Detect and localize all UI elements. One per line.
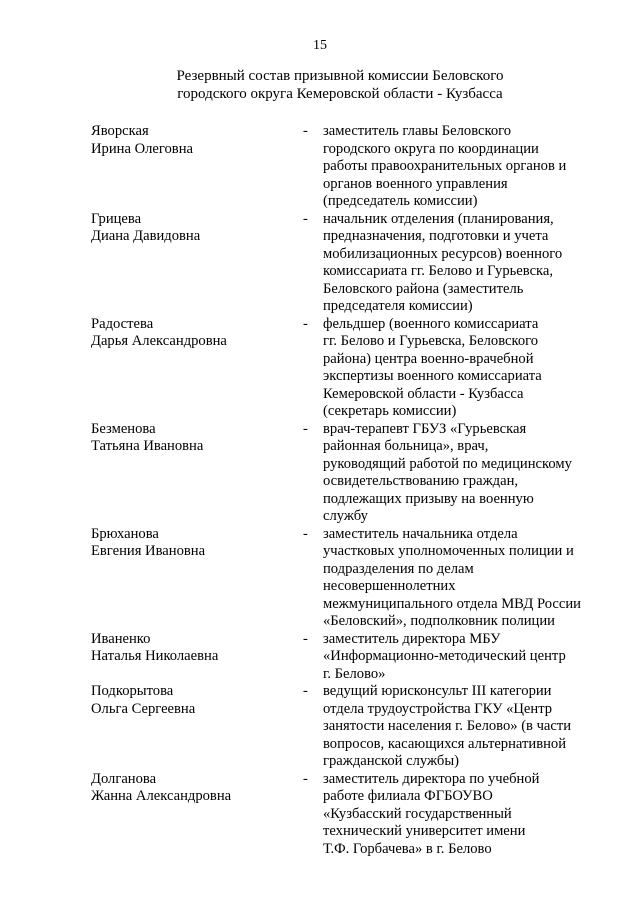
page-number: 15 — [313, 38, 327, 53]
member-entry — [91, 123, 601, 211]
member-role-line: освидетельствованию граждан, — [323, 473, 519, 489]
member-dash: - — [303, 525, 308, 542]
member-dash: - — [303, 123, 308, 139]
commission-members-list — [91, 123, 601, 858]
member-role-line: руководящий работой по медицинскому — [323, 455, 572, 472]
member-role-line: «Информационно-методический центр — [323, 648, 566, 664]
member-role-line: г. Белово» — [323, 665, 386, 682]
member-given-names: Дарья Александровна — [91, 333, 227, 349]
member-surname: Радостева — [91, 315, 154, 332]
member-role-line: межмуниципального отдела МВД России — [323, 595, 581, 612]
member-role-line: органов военного управления — [323, 175, 508, 192]
member-entry — [91, 683, 601, 771]
member-role-line: работы правоохранительных органов и — [323, 158, 567, 174]
member-dash: - — [303, 210, 308, 227]
member-role-line: городского округа по координации — [323, 140, 539, 157]
member-entry — [91, 211, 601, 316]
member-name — [91, 631, 303, 666]
member-given-names: Евгения Ивановна — [91, 543, 206, 559]
member-role-line: фельдшер (военного комиссариата — [323, 315, 539, 332]
member-surname: Иваненко — [91, 630, 151, 647]
member-given-names: Ирина Олеговна — [91, 140, 193, 157]
member-role-line: мобилизационных ресурсов) военного — [323, 245, 563, 262]
member-role-line: подлежащих призыву на военную — [323, 490, 534, 507]
member-role-line: комиссариата гг. Белово и Гурьевска, — [323, 263, 554, 279]
member-role-line: врач-терапевт ГБУЗ «Гурьевская — [323, 420, 527, 437]
member-role-line: предназначения, подготовки и учета — [323, 228, 549, 244]
member-role — [323, 123, 601, 211]
member-role-line: работе филиала ФГБОУВО — [323, 788, 493, 804]
member-role-line: заместитель главы Беловского — [323, 123, 512, 139]
member-dash: - — [303, 770, 308, 787]
member-name — [91, 123, 303, 158]
member-role — [323, 771, 601, 859]
member-dash: - — [303, 315, 308, 332]
member-role-line: экспертизы военного комиссариата — [323, 368, 542, 384]
member-surname: Долганова — [91, 770, 157, 787]
member-role-line: (председатель комиссии) — [323, 193, 478, 209]
member-role — [323, 211, 601, 316]
member-surname: Безменова — [91, 420, 156, 437]
member-role-line: службу — [323, 508, 368, 524]
member-role-line: подразделения по делам — [323, 560, 474, 577]
member-role — [323, 683, 601, 771]
member-role-line: Беловского района (заместитель — [323, 280, 524, 297]
member-name — [91, 683, 303, 718]
member-entry — [91, 771, 601, 859]
member-role-line: (секретарь комиссии) — [323, 403, 457, 419]
member-role-line: отдела трудоустройства ГКУ «Центр — [323, 700, 553, 717]
member-entry — [91, 526, 601, 631]
member-role-line: Кемеровской области - Кузбасса — [323, 385, 524, 402]
member-role — [323, 421, 601, 526]
member-surname: Грицева — [91, 210, 142, 227]
member-dash: - — [303, 630, 308, 647]
member-name — [91, 526, 303, 561]
member-role — [323, 526, 601, 631]
member-name — [91, 211, 303, 246]
member-role-line: гг. Белово и Гурьевска, Беловского — [323, 333, 539, 349]
member-given-names: Наталья Николаевна — [91, 648, 219, 664]
member-dash: - — [303, 683, 308, 699]
document-title-line-1: Резервный состав призывной комиссии Беловского — [176, 68, 504, 84]
member-entry — [91, 631, 601, 684]
member-role-line: района) центра военно-врачебной — [323, 350, 534, 367]
member-role-line: несовершеннолетних — [323, 578, 456, 594]
member-role-line: начальник отделения (планирования, — [323, 210, 554, 227]
member-given-names: Татьяна Ивановна — [91, 438, 204, 454]
member-surname: Яворская — [91, 123, 149, 139]
member-surname: Подкорытова — [91, 683, 174, 699]
member-role-line: заместитель директора МБУ — [323, 630, 501, 647]
member-role-line: Т.Ф. Горбачева» в г. Белово — [323, 840, 492, 857]
member-role — [323, 316, 601, 421]
member-role-line: участковых уполномоченных полиции и — [323, 543, 574, 559]
member-entry — [91, 316, 601, 421]
member-role — [323, 631, 601, 684]
member-role-line: «Беловский», подполковник полиции — [323, 613, 555, 629]
member-role-line: заместитель директора по учебной — [323, 770, 540, 787]
member-role-line: председателя комиссии) — [323, 298, 473, 314]
member-given-names: Диана Давидовна — [91, 228, 201, 244]
member-dash: - — [303, 420, 308, 437]
member-role-line: районная больница», врач, — [323, 438, 489, 454]
document-title-line-2: городского округа Кемеровской области - Кузбасса — [177, 85, 503, 102]
member-entry — [91, 421, 601, 526]
member-given-names: Жанна Александровна — [91, 788, 232, 804]
member-given-names: Ольга Сергеевна — [91, 700, 196, 717]
document-title — [120, 68, 560, 103]
member-role-line: гражданской службы) — [323, 753, 459, 769]
member-surname: Брюханова — [91, 525, 159, 542]
member-role-line: заместитель начальника отдела — [323, 525, 518, 542]
member-name — [91, 421, 303, 456]
member-name — [91, 771, 303, 806]
member-role-line: ведущий юрисконсульт III категории — [323, 683, 552, 699]
member-role-line: занятости населения г. Белово» (в части — [323, 718, 572, 734]
member-role-line: вопросов, касающихся альтернативной — [323, 735, 567, 752]
member-role-line: технический университет имени — [323, 823, 526, 839]
member-role-line: «Кузбасский государственный — [323, 805, 512, 822]
member-name — [91, 316, 303, 351]
